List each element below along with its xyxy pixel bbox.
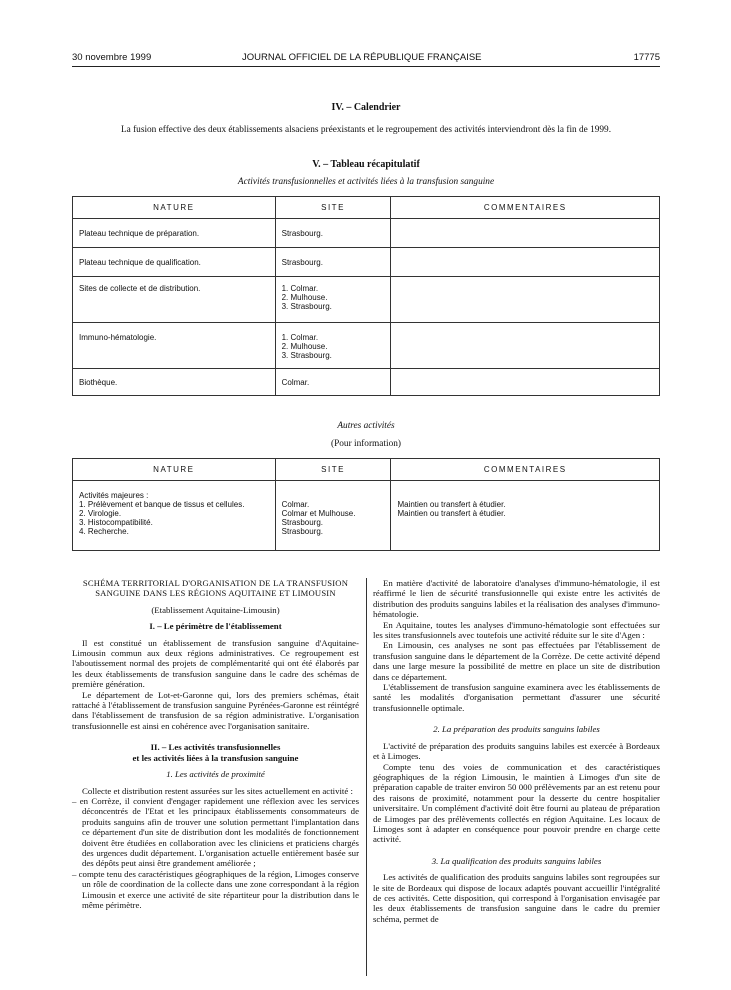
comment-line [397, 518, 653, 527]
nature-cell: Sites de collecte et de distribution. [73, 277, 276, 323]
autres-table [72, 458, 660, 551]
site-line: Strasbourg. [281, 518, 323, 527]
comment-cell [391, 481, 660, 551]
table-header-row [73, 459, 660, 481]
table-header-row [73, 197, 660, 219]
comment-line: Maintien ou transfert à étudier. [397, 500, 506, 509]
section-iv-heading: IV. – Calendrier [331, 102, 401, 113]
site-line: 2. Mulhouse. [281, 342, 328, 351]
site-line: 1. Colmar. [281, 333, 319, 342]
section-v-subtitle: Activités transfusionnelles et activités liées à la transfusion sanguine [237, 177, 495, 187]
header-page-number: 17775 [633, 52, 660, 63]
subsection-heading: 1. Les activités de proximité [166, 769, 265, 780]
col-header-nature: NATURE [73, 197, 276, 219]
paragraph: L'activité de préparation des produits sanguins labiles est exercée à Bordeaux et à Limoges. [373, 740, 660, 762]
nature-line: 2. Virologie. [79, 509, 122, 518]
table-row [73, 481, 660, 551]
nature-cell: Immuno-hématologie. [73, 323, 276, 369]
comment-cell [391, 248, 660, 277]
site-line: 3. Strasbourg. [281, 351, 332, 360]
paragraph: Il est constitué un établissement de transfusion sanguine d'Aquitaine-Limousin commun aux deux régions administratives. Ce regroupement est l'aboutissement normal des projets de complémentarité qui ont été élaborés par les deux établissements de transfusion sanguine dans le cadre des schémas de première génération. [72, 637, 359, 690]
site-line: 3. Strasbourg. [281, 302, 332, 311]
autres-activites-note: (Pour information) [331, 439, 401, 449]
paragraph: Les activités de qualification des produits sanguins labiles sont regroupées sur le site de Bordeaux qui dispose de locaux adaptés pouvant accueillir l'intégralité de ces activités. Cette disposition, qui correspond à l'organisation envisagée par les deux établissements de transfusion sanguine dans le cadre du premier schéma, permet de [373, 872, 660, 924]
comment-line: Maintien ou transfert à étudier. [397, 509, 506, 518]
site-line: Strasbourg. [281, 527, 323, 536]
site-line: Colmar. [281, 500, 310, 509]
col-header-commentaires: COMMENTAIRES [391, 459, 660, 481]
nature-cell [73, 481, 276, 551]
col-header-commentaires: COMMENTAIRES [391, 197, 660, 219]
site-cell: Colmar. [275, 369, 391, 396]
table-row [73, 219, 660, 248]
site-line [282, 491, 385, 500]
nature-cell: Plateau technique de qualification. [73, 248, 276, 277]
list-item: – en Corrèze, il convient d'engager rapidement une réflexion avec les services déconcentrés de l'Etat et les principaux établissements consommateurs de produits sanguins afin de trouver une solution permettant l'implantation dans ce département d'un site de distribution dont les modalités de fonctionnement doivent être étudiées en collaboration avec les cliniciens et praticiens chargés des urgences dudit département. L'organisation actuelle entièrement basée sur des dépôts peut ainsi être grandement améliorée ; [72, 795, 359, 869]
site-line: 1. Colmar. [281, 284, 319, 293]
section-ii-heading-line2: et les activités liées à la transfusion sanguine [132, 752, 299, 763]
comment-cell [391, 219, 660, 248]
table-row [73, 277, 660, 323]
right-text-column [373, 578, 660, 924]
paragraph: En matière d'activité de laboratoire d'analyses d'immuno-hématologie, il est réaffirmé le lien de sécurité transfusionnelle qui existe entre les activités de distribution des produits sanguins labiles et la réalisation des analyses d'immuno-hématologie. [373, 578, 660, 620]
autres-activites-title: Autres activités [337, 421, 395, 431]
site-cell [275, 481, 391, 551]
comment-cell [391, 369, 660, 396]
comment-cell [391, 323, 660, 369]
paragraph: En Aquitaine, toutes les analyses d'immuno-hématologie sont effectuées sur les sites transfusionnels avec toutefois une activité réduite sur le site d'Agen : [373, 619, 660, 641]
section-v-heading: V. – Tableau récapitulatif [312, 159, 420, 170]
comment-cell [391, 277, 660, 323]
table-row [73, 248, 660, 277]
establishment-name: (Etablissement Aquitaine-Limousin) [151, 604, 280, 615]
nature-line: 1. Prélèvement et banque de tissus et cellules. [79, 500, 245, 509]
recap-table [72, 196, 660, 396]
site-cell [275, 323, 391, 369]
paragraph: Le département de Lot-et-Garonne qui, lors des premiers schémas, était rattaché à l'établissement de transfusion sanguine Pyrénées-Garonne est réintégré dans l'établissement de transfusion de sa région administrative. L'organisation transfusionnelle est ainsi en cohérence avec l'organisation sanitaire. [72, 689, 359, 731]
column-divider [366, 578, 367, 976]
paragraph: Collecte et distribution restent assurées sur les sites actuellement en activité : [82, 785, 353, 796]
section-iv-text: La fusion effective des deux établissements alsaciens préexistants et le regroupement des activités interviendront dès la fin de 1999. [120, 125, 612, 135]
site-line: 2. Mulhouse. [281, 293, 328, 302]
nature-line: 3. Histocompatibilité. [79, 518, 153, 527]
subsection-heading: 2. La préparation des produits sanguins labiles [433, 724, 600, 735]
paragraph: Compte tenu des voies de communication et des caractéristiques géographiques de la région Limousin, le maintien à Limoges d'un site de préparation capable de traiter environ 50 000 prélèvements par an est retenu pour des raisons de proximité, notamment pour la desserte du centre hospitalier universitaire. Un complément d'activité doit être fourni au plateau de préparation de Limoges par des prélèvements collectés en région Aquitaine. Les locaux de Limoges sont à adapter en conséquence pour pouvoir prendre en charge cette activité. [373, 761, 660, 845]
col-header-site: SITE [275, 459, 391, 481]
subsection-heading: 3. La qualification des produits sanguins labiles [431, 855, 602, 866]
comment-line [397, 491, 653, 500]
col-header-site: SITE [275, 197, 391, 219]
schema-title-line2: SANGUINE DANS LES RÉGIONS AQUITAINE ET LIMOUSIN [95, 588, 336, 599]
table-row [73, 369, 660, 396]
nature-cell: Biothèque. [73, 369, 276, 396]
paragraph: L'établissement de transfusion sanguine examinera avec les établissements de santé les modalités d'organisation permettant d'assurer une sécurité transfusionnelle optimale. [373, 682, 660, 713]
site-cell [275, 277, 391, 323]
site-line: Colmar et Mulhouse. [281, 509, 356, 518]
paragraph: En Limousin, ces analyses ne sont pas effectuées par l'établissement de transfusion sanguine dans le département de la Corrèze. De cette activité dépend dans une large mesure la possibilité de mettre en place un site de distribution dans ce département. [373, 640, 660, 682]
site-cell: Strasbourg. [275, 219, 391, 248]
comment-line [397, 527, 653, 536]
left-text-column [72, 578, 359, 910]
section-i-heading: I. – Le périmètre de l'établissement [149, 621, 282, 632]
header-rule [72, 66, 660, 67]
table-row [73, 323, 660, 369]
site-cell: Strasbourg. [275, 248, 391, 277]
schema-title-line1: SCHÉMA TERRITORIAL D'ORGANISATION DE LA TRANSFUSION [82, 578, 349, 588]
header-date: 30 novembre 1999 [72, 52, 152, 63]
nature-line: 4. Recherche. [79, 527, 129, 536]
header-journal-title: JOURNAL OFFICIEL DE LA RÉPUBLIQUE FRANÇAISE [242, 52, 482, 63]
list-item: – compte tenu des caractéristiques géographiques de la région, Limoges conserve un rôle de coordination de la collecte dans une zone correspondant à la région Limousin et exerce une activité de site répartiteur pour la distribution dans le même périmètre. [72, 868, 359, 910]
nature-cell: Plateau technique de préparation. [73, 219, 276, 248]
nature-line: Activités majeures : [79, 491, 149, 500]
section-ii-heading-line1: II. – Les activités transfusionnelles [150, 742, 281, 753]
col-header-nature: NATURE [73, 459, 276, 481]
